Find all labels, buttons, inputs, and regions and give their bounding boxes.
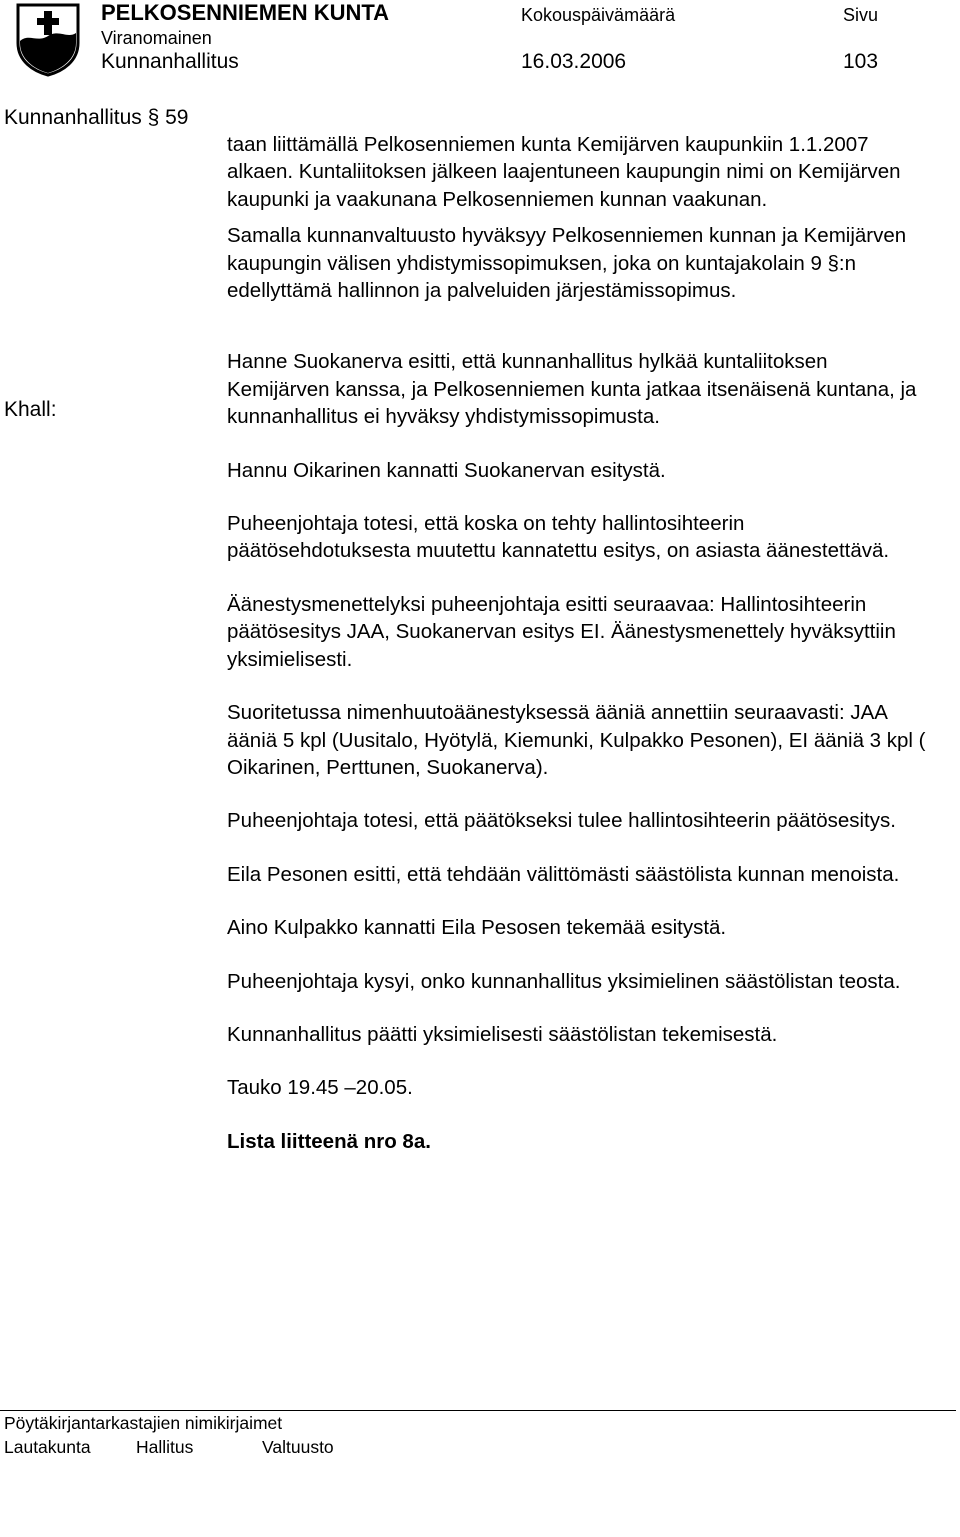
minutes-body [227, 131, 927, 1181]
paragraph: Hanne Suokanerva esitti, että kunnanhallitus hylkää kuntaliitoksen Kemijärven kanssa, ja Pelkosenniemen kunta jatkaa itsenäisenä kuntana, ja kunnanhallitus ei hyväksy yhdistymissopimusta. [227, 350, 917, 429]
paragraph: Äänestysmenettelyksi puheenjohtaja esitti seuraavaa: Hallintosihteerin päätösesitys JAA, Suokanervan esitys EI. Äänestysmenettely hyväksyttiin yksimielisesti. [227, 592, 896, 671]
section-title: Kunnanhallitus § 59 [4, 106, 189, 129]
paragraph: Puheenjohtaja totesi, että koska on tehty hallintosihteerin päätösehdotuksesta muutettu kannatettu esitys, on asiasta äänestettävä. [227, 512, 890, 563]
body-name: Kunnanhallitus [101, 50, 239, 73]
organization-name: PELKOSENNIEMEN KUNTA [101, 0, 390, 25]
footer-divider [0, 1410, 956, 1411]
paragraph: Aino Kulpakko kannatti Eila Pesosen tekemää esitystä. [227, 916, 727, 940]
page-number: 103 [843, 50, 879, 73]
paragraph: Puheenjohtaja kysyi, onko kunnanhallitus yksimielinen säästölistan teosta. [227, 969, 901, 993]
authority-label: Viranomainen [101, 28, 212, 48]
paragraph: Puheenjohtaja totesi, että päätökseksi tulee hallintosihteerin päätösesitys. [227, 809, 896, 833]
page-label: Sivu [843, 5, 879, 25]
paragraph: Tauko 19.45 –20.05. [227, 1076, 413, 1100]
paragraph: Kunnanhallitus päätti yksimielisesti säästölistan tekemisestä. [227, 1022, 778, 1046]
paragraph: Hannu Oikarinen kannatti Suokanervan esitystä. [227, 458, 666, 482]
paragraph: Suoritetussa nimenhuutoäänestyksessä ääniä annettiin seuraavasti: JAA ääniä 5 kpl (Uusitalo, Hyötylä, Kiemunki, Kulpakko Pesonen), EI ääniä 3 kpl ( Oikarinen, Perttunen, Suokanerva). [227, 701, 926, 779]
paragraph: taan liittämällä Pelkosenniemen kunta Kemijärven kaupunkiin 1.1.2007 alkaen. Kuntaliitoksen jälkeen laajentuneen kaupungin nimi on Kemijärven kaupunki ja vaakunana Pelkosenniemen kunnan vaakunan. [227, 133, 901, 211]
attachment-note: Lista liitteenä nro 8a. [227, 1129, 431, 1153]
footer-hallitus: Hallitus [136, 1437, 194, 1457]
paragraph: Samalla kunnanvaltuusto hyväksyy Pelkosenniemen kunnan ja Kemijärven kaupungin välisen yhdistymissopimuksen, joka on kuntajakolain 9 §:n edellyttämä hallinnon ja palveluiden järjestämissopimus. [227, 224, 907, 303]
khall-label: Khall: [4, 398, 57, 421]
meeting-date-label: Kokouspäivämäärä [521, 5, 676, 25]
footer-valtuusto: Valtuusto [262, 1437, 334, 1457]
footer-lautakunta: Lautakunta [4, 1437, 91, 1457]
meeting-date: 16.03.2006 [521, 50, 627, 73]
municipal-crest-icon [15, 3, 81, 77]
paragraph: Eila Pesonen esitti, että tehdään välittömästi säästölista kunnan menoista. [227, 862, 900, 886]
footer-title: Pöytäkirjantarkastajien nimikirjaimet [4, 1413, 283, 1433]
